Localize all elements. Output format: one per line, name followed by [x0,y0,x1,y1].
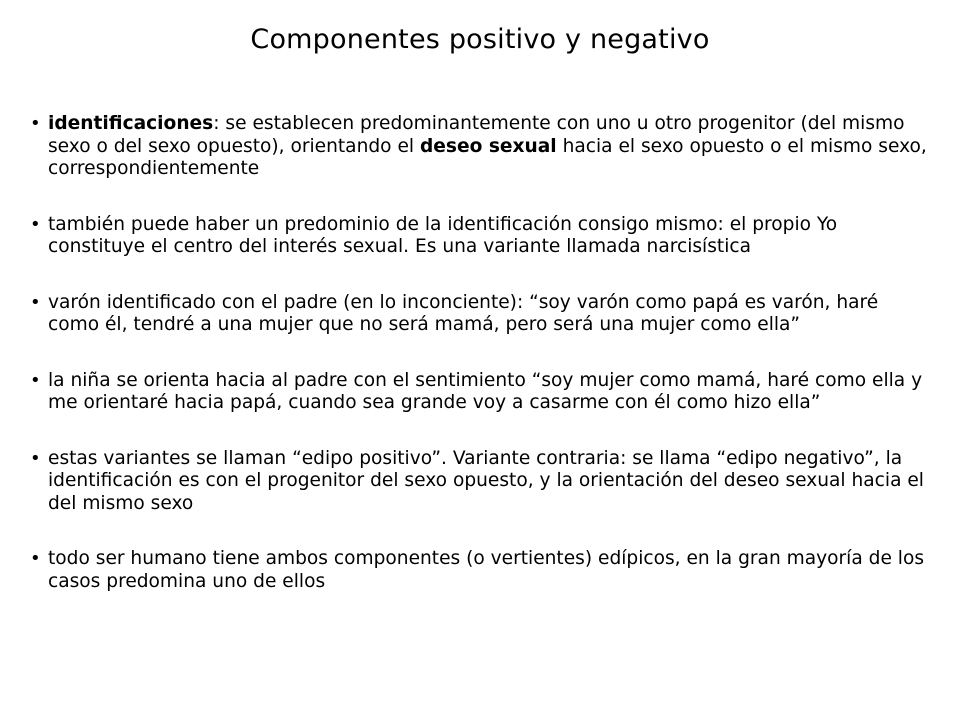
bullet-dot-icon: • [30,369,41,391]
bullet-text: varón identificado con el padre (en lo inconciente): “soy varón como papá es varón, haré como él, tendré a una mujer que no será mamá, pero será una mujer como ella” [48,291,879,335]
bullet-list [30,113,930,626]
bullet-dot-icon: • [30,548,41,569]
bullet-text: también puede haber un predominio de la identificación consigo mismo: el propio Yo constituye el centro del interés sexual. Es una variante llamada narcisística [48,213,838,257]
bullet-item-componentes [30,548,930,593]
bullet-term: identificaciones [48,113,214,134]
bullet-dot-icon: • [30,113,41,134]
bullet-dot-icon: • [30,291,41,313]
bullet-item-narcisismo [30,214,930,259]
bullet-emphasis: deseo sexual [419,135,557,157]
slide-title: Componentes positivo y negativo [250,24,710,55]
bullet-text: todo ser humano tiene ambos componentes (o vertientes) edípicos, en la gran mayoría de los casos predomina uno de ellos [48,548,925,592]
bullet-text-part: : se establecen predominantemente con uno u otro progenitor (del mismo sexo o del sexo opuesto), orientando el [48,113,905,157]
bullet-item-nina [30,370,930,415]
bullet-text: estas variantes se llaman “edipo positivo”. Variante contraria: se llama “edipo negativo”, la identificación es con el progenitor del sexo opuesto, y la orientación del deseo sexual hacia el del mismo sexo [48,447,924,514]
bullet-dot-icon: • [30,213,41,235]
bullet-text [48,113,930,181]
bullet-item-varon [30,292,930,337]
bullet-dot-icon: • [30,447,41,469]
bullet-item-edipo [30,448,930,516]
bullet-text-part: hacia el sexo opuesto o el mismo sexo, correspondientemente [48,135,927,179]
bullet-item-identificaciones [30,113,930,181]
bullet-text: la niña se orienta hacia al padre con el sentimiento “soy mujer como mamá, haré como ella y me orientaré hacia papá, cuando sea grande voy a casarme con él como hizo ella” [48,369,923,413]
